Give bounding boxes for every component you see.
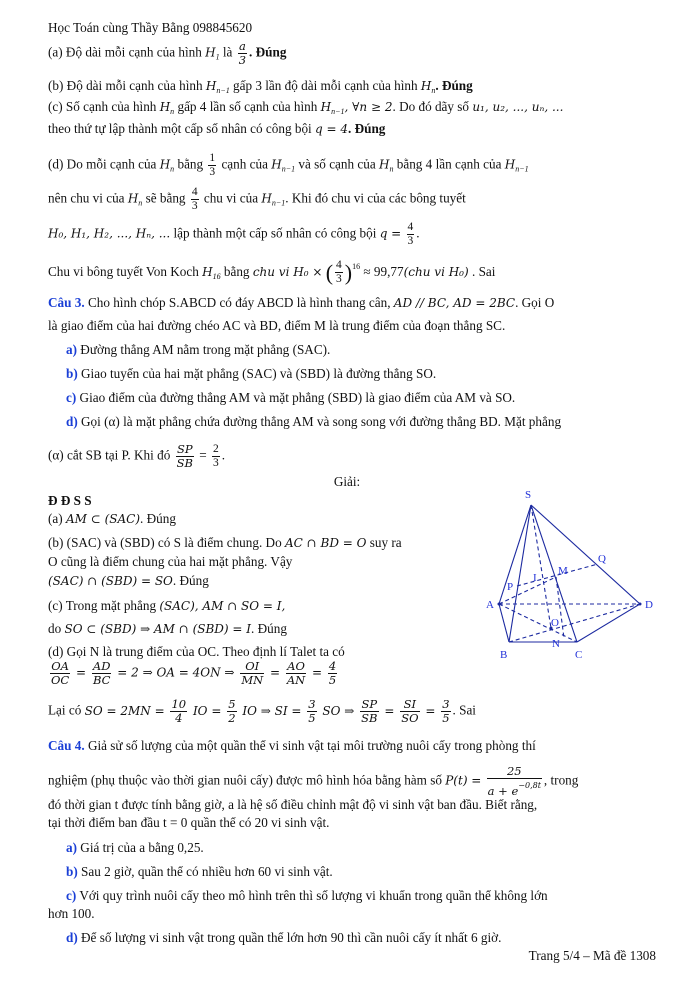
prev-solution-d-line1: (d) Do mỗi cạnh của $H_n$ bằng $\frac{1}{3}$ cạnh của $H_{n-1}$ và số cạnh của $H_n$ bằng 4 lần cạnh của $H_{n-1}$ <box>48 152 529 178</box>
question-4-line3: đó thời gian t được tính bằng giờ, a là hệ số điều chỉnh mật độ vi sinh vật ban đầu. Biết rằng, <box>48 797 538 812</box>
eq1-text: = <box>308 665 326 680</box>
edge-SB <box>509 505 531 642</box>
prev-solution-c-line1: (c) Số cạnh của hình $H_n$ gấp 4 lần số cạnh của hình $H_{n-1}$, ∀n ≥ 2. Do đó dãy số u₁, u₂, ..., uₙ, ... <box>48 99 564 116</box>
label-S: S <box>525 489 532 501</box>
edge-BD <box>509 604 640 642</box>
question-4-option-c-line2: hơn 100. <box>48 906 95 921</box>
eq2-fraction: $\frac{10}{4}$ <box>171 697 187 725</box>
eq1-fraction: $\frac{OA}{OC}$ <box>51 659 70 687</box>
prev-solution-b: (b) Độ dài mỗi cạnh của hình $H_{n-1}$ gấp 3 lần độ dài mỗi cạnh của hình $H_n$. Đúng <box>48 78 473 95</box>
pyramid-diagram <box>470 480 690 665</box>
page-footer: Trang 5/4 – Mã đề 1308 <box>528 948 656 963</box>
prev-solution-a: (a) Độ dài mỗi cạnh của hình $H_1$ là $\frac{a}{3}$ . Đúng <box>48 39 287 67</box>
question-4-option-d: d) Để số lượng vi sinh vật trong quần thể lớn hơn 90 thì cần nuôi cấy ít nhất 6 giờ. <box>66 930 502 945</box>
prev-solution-c-line2: theo thứ tự lập thành một cấp số nhân có công bội q = 4. Đúng <box>48 121 386 136</box>
solution-3-b-line3: (SAC) ∩ (SBD) = SO. Đúng <box>48 573 209 588</box>
label-C: C <box>575 649 583 661</box>
solution-3-c-line2: do SO ⊂ (SBD) ⇒ AM ∩ (SBD) = I. Đúng <box>48 621 287 636</box>
eq2-fraction: $\frac{SI}{SO}$ <box>401 697 419 725</box>
label-O: O <box>551 617 559 629</box>
label-B: B <box>500 649 508 661</box>
eq2-fraction: $\frac{5}{2}$ <box>228 697 236 725</box>
eq2-text: SO = 2MN = <box>84 703 169 718</box>
question-3-option-c: c) Giao điểm của đường thẳng AM và mặt phẳng (SBD) là giao điểm của AM và SO. <box>66 390 516 405</box>
question-3-stem-line1: Câu 3. Cho hình chóp S.ABCD có đáy ABCD là hình thang cân, AD // BC, AD = 2BC. Gọi O <box>48 295 555 310</box>
solution-3-b-line1: (b) (SAC) và (SBD) có S là điểm chung. Do AC ∩ BD = O suy ra <box>48 535 402 550</box>
eq2-text: = <box>380 703 399 718</box>
solution-3-d-eq2: Lại có SO = 2MN = $\frac{10}{4}$ IO = $\frac{5}{2}$ IO ⇒ SI = $\frac{3}{5}$ SO ⇒ $\frac{SP}{SB}$ = $\frac{SI}{SO}$ = $\frac{3}{5}$ . Sai <box>48 697 476 725</box>
question-4-option-b: b) Sau 2 giờ, quần thể có nhiều hơn 60 vi sinh vật. <box>66 864 333 879</box>
answer-key: Đ Đ S S <box>48 493 92 508</box>
solution-3-d-eq1 <box>48 660 339 687</box>
label-I: I <box>533 572 537 584</box>
edge-SO <box>531 505 551 628</box>
prev-solution-d-line4: Chu vi bông tuyết Von Koch $H_{16}$ bằng chu vi H₀ × ( $\frac{4}{3}$ )$^{16}$ ≈ 99,77(chu vi H₀) . Sai <box>48 259 496 286</box>
solution-3-a: (a) AM ⊂ (SAC). Đúng <box>48 511 176 526</box>
label-D: D <box>645 599 653 611</box>
eq2-fraction: $\frac{3}{5}$ <box>442 697 450 725</box>
question-4-label: Câu 4. <box>48 738 85 753</box>
eq1-fraction: $\frac{4}{5}$ <box>328 659 337 687</box>
eq1-fraction: $\frac{AD}{BC}$ <box>92 659 111 687</box>
edge-AC <box>499 604 577 642</box>
solution-title: Giải: <box>333 474 361 489</box>
question-3-option-d: d) Gọi (α) là mặt phẳng chứa đường thẳng AM và song song với đường thẳng BD. Mặt phẳng <box>66 414 562 429</box>
question-3-label: Câu 3. <box>48 295 85 310</box>
question-4-line1: Câu 4. Giả sử số lượng của một quần thể vi sinh vật tại môi trường nuôi cấy trong phòng thí <box>48 738 536 753</box>
question-3-option-a: a) Đường thẳng AM nằm trong mặt phẳng (SAC). <box>66 342 331 357</box>
solution-3-d-line1: (d) Gọi N là trung điểm của OC. Theo định lí Talet ta có <box>48 644 345 659</box>
label-P: P <box>507 581 514 593</box>
solution-3-b-line2: O cũng là điểm chung của hai mặt phẳng. Vậy <box>48 554 293 569</box>
label-M: M <box>558 565 568 577</box>
eq2-text: SO ⇒ <box>318 703 359 718</box>
page-header: Học Toán cùng Thầy Bằng 098845620 <box>48 20 253 35</box>
prev-solution-d-line2: nên chu vi của $H_n$ sẽ bằng $\frac{4}{3}$ chu vi của $H_{n-1}$. Khi đó chu vi của các bông tuyết <box>48 186 466 212</box>
eq2-fraction: $\frac{3}{5}$ <box>308 697 316 725</box>
eq2-text: IO = <box>189 703 226 718</box>
eq1-text: = <box>266 665 284 680</box>
edge-SA <box>499 505 531 604</box>
eq1-fraction: $\frac{OI}{MN}$ <box>241 659 264 687</box>
eq2-text: IO ⇒ SI = <box>238 703 306 718</box>
label-Q: Q <box>598 553 606 565</box>
question-4-option-a: a) Giá trị của a bằng 0,25. <box>66 840 204 855</box>
eq2-text: = <box>421 703 440 718</box>
eq1-fraction: $\frac{AO}{AN}$ <box>286 659 306 687</box>
question-4-option-c: c) Với quy trình nuôi cấy theo mô hình trên thì số lượng vi khuẩn trong quần thể không lớn <box>66 888 548 903</box>
edge-AB <box>499 604 509 642</box>
question-4-line4: tại thời điểm ban đầu t = 0 quần thể có 20 vi sinh vật. <box>48 815 330 830</box>
solution-3-c-line1: (c) Trong mặt phẳng (SAC), AM ∩ SO = I, <box>48 598 286 613</box>
question-3-option-d-line2: (α) cắt SB tại P. Khi đó $\frac{SP}{SB}$ = $\frac{2}{3}$ . <box>48 442 226 470</box>
prev-solution-d-line3: H₀, H₁, H₂, ..., Hₙ, ... lập thành một cấp số nhân có công bội q = $\frac{4}{3}$ . <box>48 221 420 247</box>
edge-CD <box>577 604 640 642</box>
eq2-fraction: $\frac{SP}{SB}$ <box>361 697 378 725</box>
question-4-line2: nghiệm (phụ thuộc vào thời gian nuôi cấy) được mô hình hóa bằng hàm số P(t) = $\frac{25}{a + e^{-0,8t}}$ , trong <box>48 764 579 798</box>
eq1-text: = <box>72 665 90 680</box>
question-3-option-b: b) Giao tuyến của hai mặt phẳng (SAC) và (SBD) là đường thẳng SO. <box>66 366 437 381</box>
label-N: N <box>552 638 560 650</box>
eq1-text: = 2 ⇒ OA = 4ON ⇒ <box>113 665 239 680</box>
label-A: A <box>486 599 494 611</box>
question-3-stem-line2: là giao điểm của hai đường chéo AC và BD, điểm M là trung điểm của đoạn thẳng SC. <box>48 318 506 333</box>
